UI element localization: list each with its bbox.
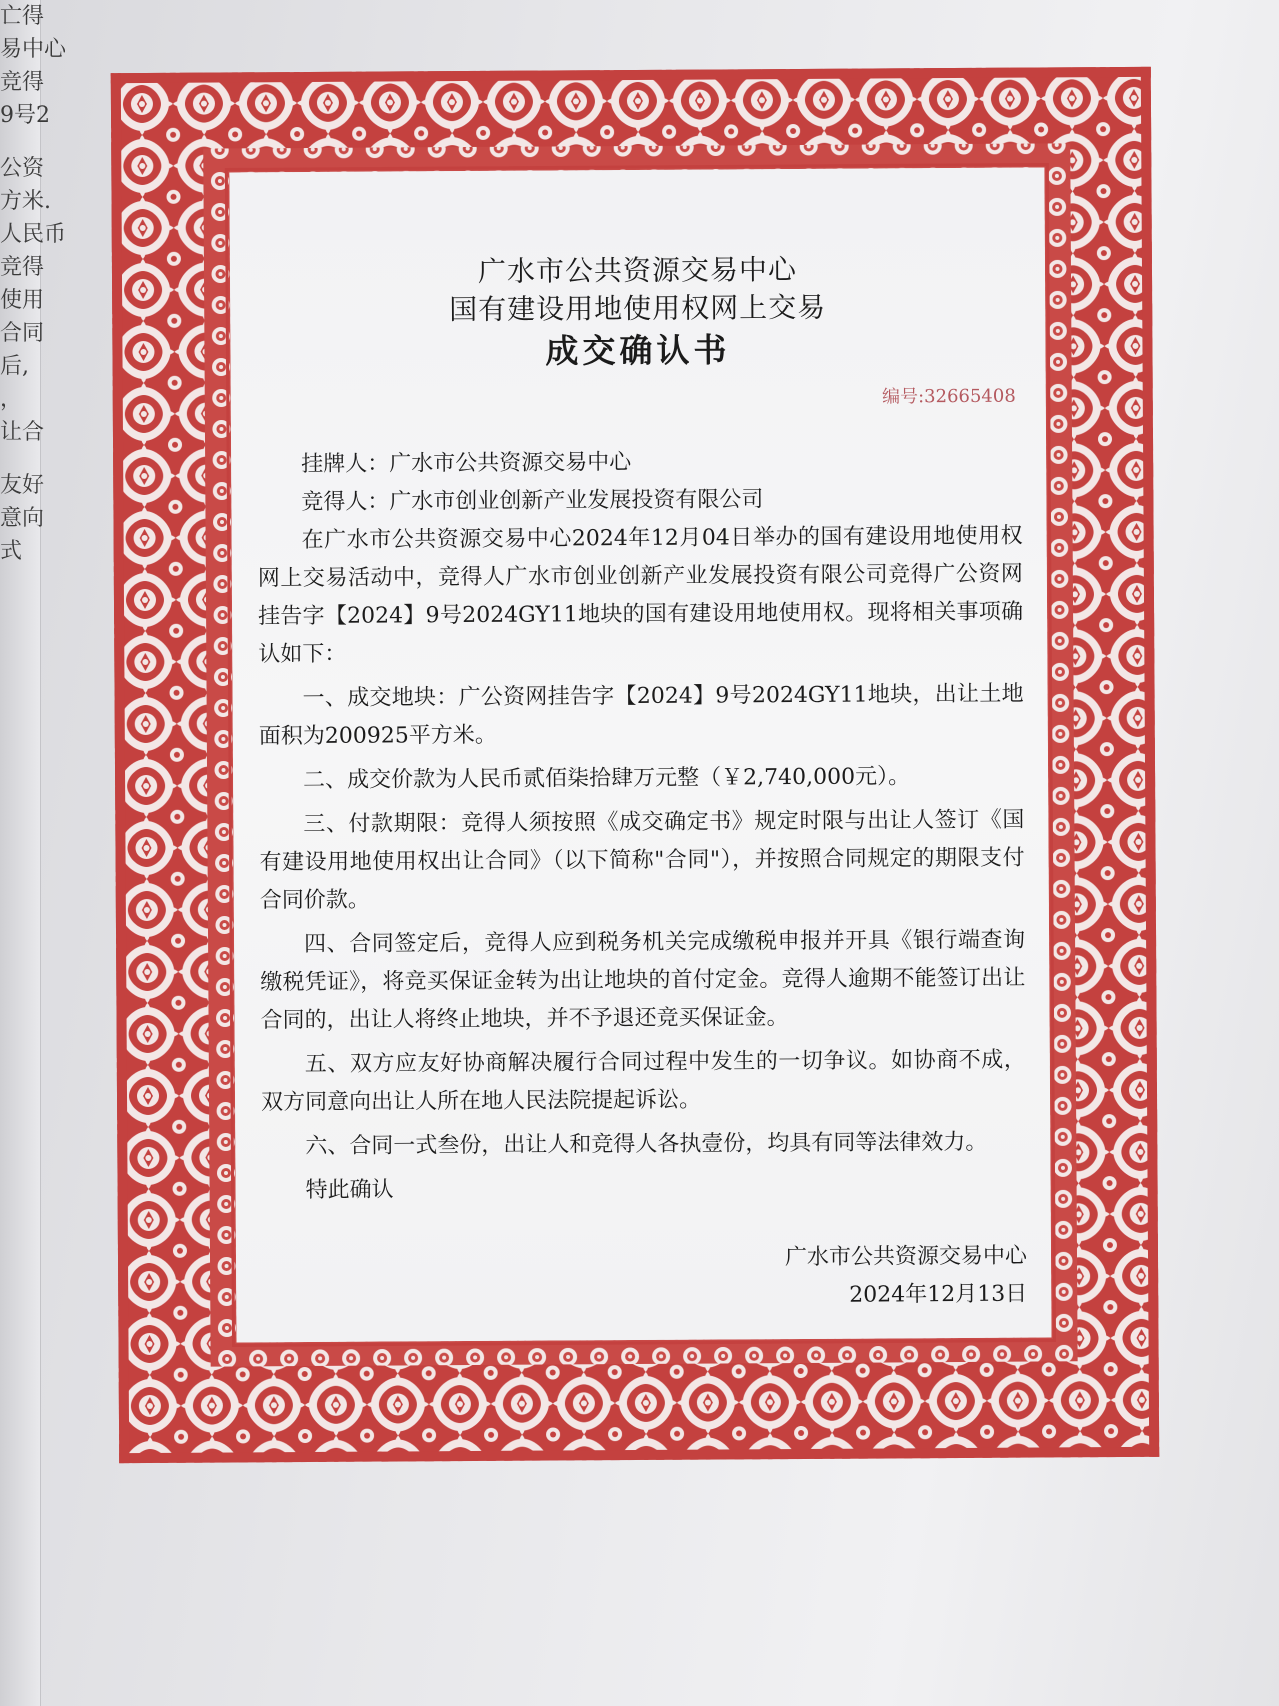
clause-6: 六、合同一式叁份，出让人和竞得人各执壹份，均具有同等法律效力。 [305,1129,988,1160]
serial-number: 编号:32665408 [882,385,1016,408]
underlying-text-fragment: 合同 [0,321,45,346]
header-line-1: 广水市公共资源交易中心 [477,253,798,288]
issuer-name: 广水市公共资源交易中心 [784,1243,1028,1271]
certificate-body [231,441,1051,1210]
underlying-text-fragment: 友好 [0,473,45,498]
clause-4: 四、合同签定后，竞得人应到税务机关完成缴税申报并开具《银行端查询缴税凭证》，将竞买保证金转为出让地块的首付定金。竞得人逾期不能签订出让合同的，出让人将终止地块，并不予退还竞买保证金。 [260,927,1026,1034]
signature-block [236,1237,1051,1318]
closing-statement: 特此确认 [305,1177,394,1204]
clause-2: 二、成交价款为人民币贰佰柒拾肆万元整（￥2,740,000元）。 [303,764,911,794]
clause-1: 一、成交地块：广公资网挂告字【2024】9号2024GY11地块，出让土地面积为200925平方米。 [258,681,1024,750]
document-title: 成交确认书 [545,330,731,371]
underlying-text-fragment: 9号2 [0,103,50,128]
certificate-content [229,167,1051,1318]
underlying-text-fragment: 式 [0,539,23,564]
underlying-text-fragment: ， [0,387,23,412]
underlying-text-fragment: 亡得 [0,4,45,29]
header-line-2: 国有建设用地使用权网上交易 [449,290,827,327]
underlying-text-fragment: 人民币 [0,222,67,247]
underlying-text-fragment: 竞得 [0,255,45,280]
text-gap [0,449,40,469]
underlying-page-text [0,0,67,568]
underlying-text-fragment: 公资 [0,156,45,181]
underlying-text-fragment: 竞得 [0,70,45,95]
underlying-text-fragment: 易中心 [0,37,67,62]
underlying-text-fragment: 意向 [0,506,45,531]
underlying-text-fragment: 后, [0,354,29,379]
text-gap [0,132,40,152]
listing-party: 挂牌人：广水市公共资源交易中心 [301,450,632,478]
certificate [111,67,1159,1463]
clause-3: 三、付款期限：竞得人须按照《成交确定书》规定时限与出让人签订《国有建设用地使用权出让合同》（以下简称"合同"），并按照合同规定的期限支付合同价款。 [259,807,1025,914]
underlying-text-fragment: 使用 [0,288,45,313]
clause-5: 五、双方应友好协商解决履行合同过程中发生的一切争议。如协商不成，双方同意向出让人所在地人民法院提起诉讼。 [260,1047,1026,1116]
underlying-text-fragment: 方米. [0,189,51,214]
winning-bidder: 竞得人：广水市创业创新产业发展投资有限公司 [301,487,764,516]
issue-date: 2024年12月13日 [849,1281,1028,1308]
underlying-text-fragment: 让合 [0,420,45,445]
intro-paragraph: 在广水市公共资源交易中心2024年12月04日举办的国有建设用地使用权网上交易活动中，竞得人广水市创业创新产业发展投资有限公司竞得广公资网挂告字【2024】9号2024GY11地块的国有建设用地使用权。现将相关事项确认如下： [257,523,1024,668]
